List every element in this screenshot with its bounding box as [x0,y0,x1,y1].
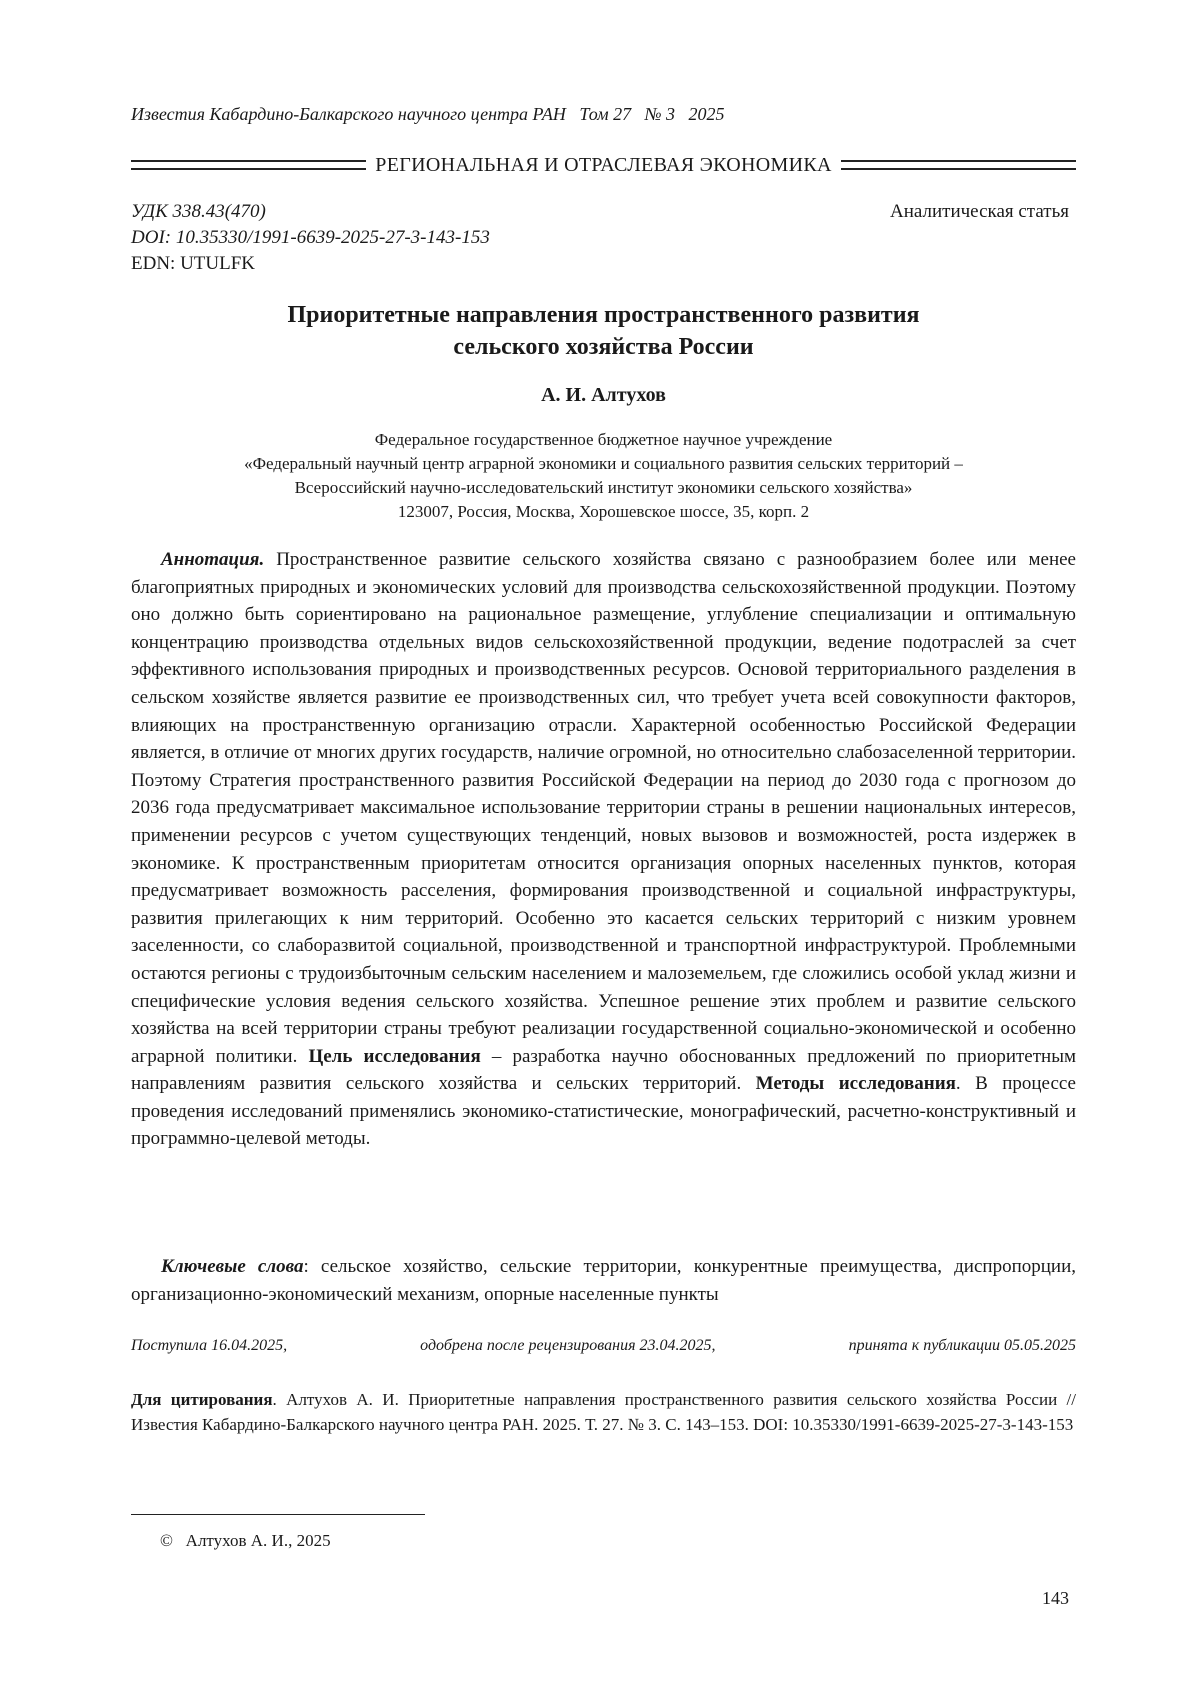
doi-code: DOI: 10.35330/1991-6639-2025-27-3-143-153 [131,225,490,251]
title-line-1: Приоритетные направления пространственного развития [131,299,1076,331]
abstract [131,546,1076,1153]
abstract-text: Пространственное развитие сельского хозяйства связано с разнообразием более или менее благоприятных природных и экономических условий для производства сельскохозяйственной продукции. Поэтому оно должно быть сориентировано на рациональное размещение, углубление специализации и оптимальную концентрацию производства отдельных видов сельскохозяйственной продукции, ведение подотраслей за счет эффективного использования природных и производственных ресурсов. Основой территориального разделения в сельском хозяйстве является развитие ее производственных сил, что требует учета всей совокупности факторов, влияющих на пространственную организацию отрасли. Характерной особенностью Российской Федерации является, в отличие от многих других государств, наличие огромной, но относительно слабозаселенной территории. Поэтому Стратегия пространственного развития Российской Федерации на период до 2030 года с прогнозом до 2036 года предусматривает максимальное использование территории страны в решении национальных интересов, применении ресурсов с учетом существующих тенденций, новых вызовов и возможностей, роста издержек в экономике. К пространственным приоритетам относится организация опорных населенных пунктов, которая предусматривает возможность расселения, формирования производственной и социальной инфраструктуры, развития прилегающих к ним территорий. Особенно это касается сельских территорий с низким уровнем заселенности, со слаборазвитой социальной, производственной и транспортной инфраструктурой. Проблемными остаются регионы с трудоизбыточным сельским населением и малоземельем, где сложились особой уклад жизни и специфические условия ведения сельского хозяйства. Успешное решение этих проблем и развитие сельского хозяйства на всей территории страны требуют реализации государственной социально-экономической и особенно аграрной политики. [131,549,1076,1067]
section-banner [131,150,1076,180]
date-received: Поступила 16.04.2025, [131,1337,287,1355]
article-title [131,299,1076,363]
affiliation-line-3: Всероссийский научно-исследовательский институт экономики сельского хозяйства» [131,476,1076,500]
keywords-label: Ключевые слова [161,1256,303,1277]
section-rule-left [131,160,366,170]
section-rule-right [841,160,1076,170]
copyright-note: © Алтухов А. И., 2025 [160,1531,331,1551]
journal-header: Известия Кабардино-Балкарского научного центра РАН Том 27 № 3 2025 [131,104,725,125]
date-approved: одобрена после рецензирования 23.04.2025, [420,1337,715,1355]
udk-code: УДК 338.43(470) [131,199,490,225]
article-meta [131,199,490,277]
keywords [131,1253,1076,1308]
affiliation-address: 123007, Россия, Москва, Хорошевское шоссе, 35, корп. 2 [131,500,1076,524]
article-page [0,0,1200,1697]
date-accepted: принята к публикации 05.05.2025 [849,1337,1076,1355]
edn-code: EDN: UTULFK [131,251,490,277]
publication-dates [131,1337,1076,1355]
citation-label: Для цитирования [131,1390,273,1409]
author-name: А. И. Алтухов [131,384,1076,407]
affiliation-line-2: «Федеральный научный центр аграрной экономики и социального развития сельских территорий – [131,452,1076,476]
keywords-text: : сельское хозяйство, сельские территории, конкурентные преимущества, диспропорции, организационно-экономический механизм, опорные населенные пункты [131,1256,1076,1305]
methods-text: . В процессе проведения исследований применялись экономико-статистические, монографический, расчетно-конструктивный и программно-целевой методы. [131,1073,1076,1149]
affiliation [131,428,1076,524]
page-number: 143 [1042,1588,1069,1609]
section-title: РЕГИОНАЛЬНАЯ И ОТРАСЛЕВАЯ ЭКОНОМИКА [366,154,840,177]
footnote-rule [131,1514,425,1515]
citation-text: . Алтухов А. И. Приоритетные направления пространственного развития сельского хозяйства России // Известия Кабардино-Балкарского научного центра РАН. 2025. Т. 27. № 3. С. 143–153. DOI: 10.35330/1991-6639-2025-27-3-143-153 [131,1390,1076,1434]
citation [131,1387,1076,1437]
goal-label: Цель исследования [308,1046,480,1067]
article-type: Аналитическая статья [890,199,1069,225]
abstract-label: Аннотация. [161,549,264,570]
title-line-2: сельского хозяйства России [131,331,1076,363]
methods-label: Методы исследования [756,1073,956,1094]
affiliation-line-1: Федеральное государственное бюджетное научное учреждение [131,428,1076,452]
goal-text: – разработка научно обоснованных предложений по приоритетным направлениям развития сельского хозяйства и сельских территорий. [131,1046,1076,1095]
